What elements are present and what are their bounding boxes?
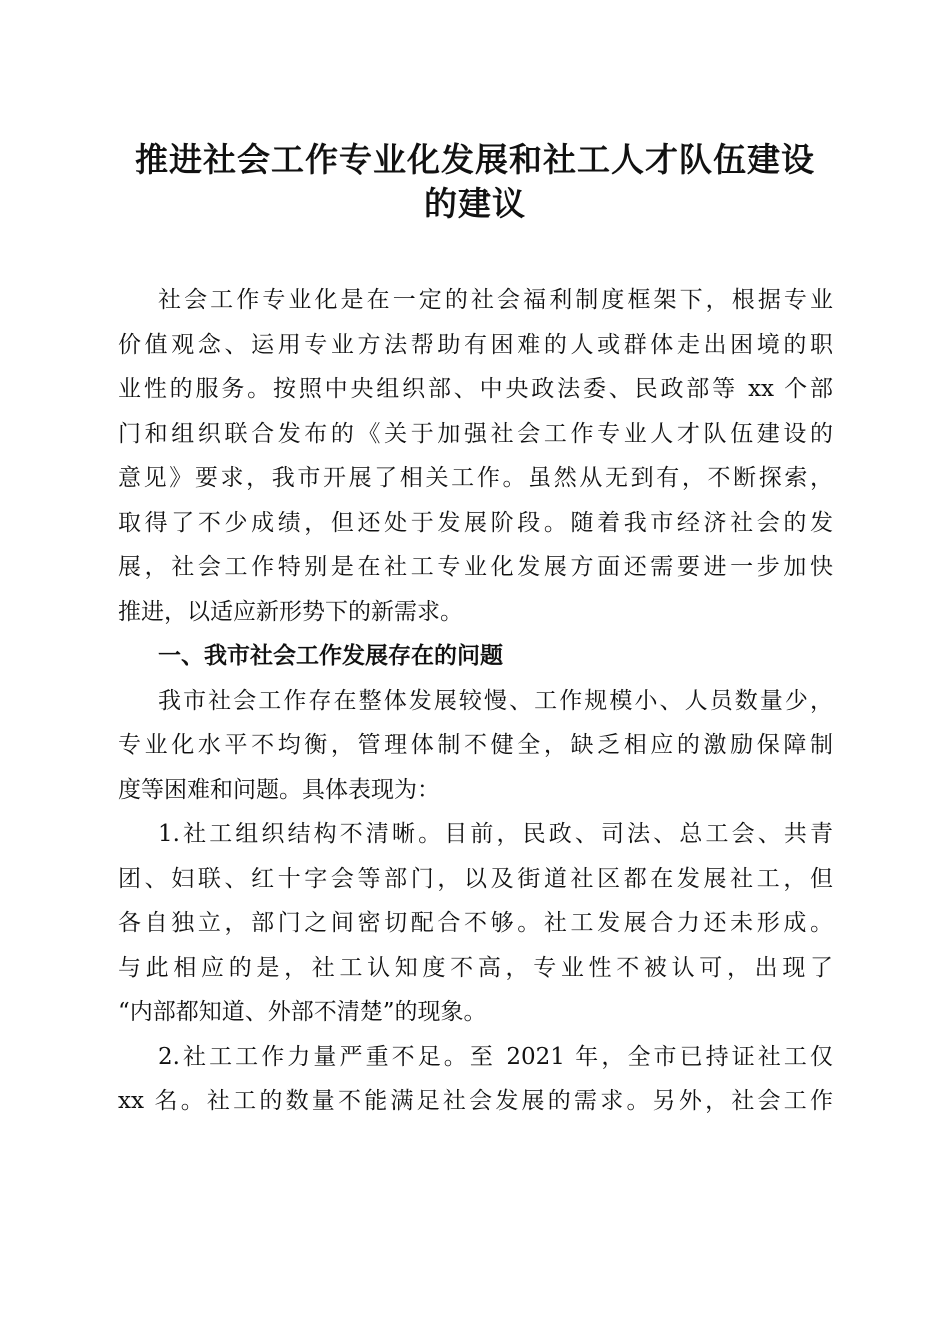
list-item-line: “内部都知道、外部不清楚”的现象。 <box>118 999 487 1025</box>
paragraph-line: 专业化水平不均衡，管理体制不健全，缺乏相应的激励保障制 <box>118 732 833 758</box>
list-item-line: 与此相应的是，社工认知度不高，专业性不被认可，出现了 <box>118 954 833 981</box>
paragraph-line: 门和组织联合发布的《关于加强社会工作专业人才队伍建设的 <box>118 420 833 447</box>
paragraph-line: 推进，以适应新形势下的新需求。 <box>118 598 463 625</box>
title-line-2: 的建议 <box>424 184 526 223</box>
paragraph-line: 展，社会工作特别是在社工专业化发展方面还需要进一步加快 <box>118 554 833 580</box>
list-item-line: 1.社工组织结构不清晰。目前，民政、司法、总工会、共青 <box>158 821 833 847</box>
paragraph-line: 度等困难和问题。具体表现为： <box>118 776 440 803</box>
list-item-line: 各自独立，部门之间密切配合不够。社工发展合力还未形成。 <box>118 910 833 936</box>
paragraph-line: 价值观念、运用专业方法帮助有困难的人或群体走出困境的职 <box>118 331 833 358</box>
list-item-line: 2.社工工作力量严重不足。至 2021 年，全市已持证社工仅 <box>158 1043 833 1070</box>
paragraph-line: 社会工作专业化是在一定的社会福利制度框架下，根据专业 <box>158 287 833 313</box>
document-body <box>118 278 833 1124</box>
document-title <box>110 138 840 226</box>
list-item-line: xx 名。社工的数量不能满足社会发展的需求。另外，社会工作 <box>118 1088 833 1114</box>
title-line-1: 推进社会工作专业化发展和社工人才队伍建设 <box>135 140 815 179</box>
list-item-line: 团、妇联、红十字会等部门，以及街道社区都在发展社工，但 <box>118 865 833 892</box>
paragraph-line: 我市社会工作存在整体发展较慢、工作规模小、人员数量少， <box>158 687 833 714</box>
paragraph-line: 意见》要求，我市开展了相关工作。虽然从无到有，不断探索， <box>118 465 833 491</box>
section-heading: 一、我市社会工作发展存在的问题 <box>158 643 503 669</box>
paragraph-line: 取得了不少成绩，但还处于发展阶段。随着我市经济社会的发 <box>118 509 833 536</box>
paragraph-line: 业性的服务。按照中央组织部、中央政法委、民政部等 xx 个部 <box>118 376 833 402</box>
